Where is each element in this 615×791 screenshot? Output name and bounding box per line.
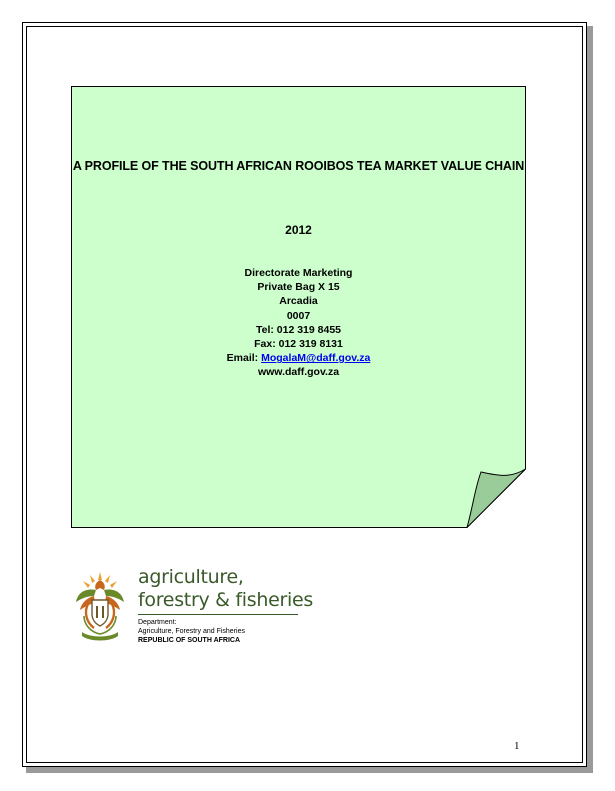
logo-divider <box>138 614 298 615</box>
contact-email-link[interactable]: MogalaM@daff.gov.za <box>261 352 371 365</box>
department-subtitle <box>138 618 245 645</box>
department-label: Department: <box>138 619 177 626</box>
contact-address: Private Bag X 15 <box>257 281 340 294</box>
department-name-line2: forestry & fisheries <box>138 589 313 611</box>
contact-block <box>71 266 526 380</box>
contact-email-row <box>71 351 526 365</box>
contact-tel: Tel: 012 319 8455 <box>255 323 342 336</box>
department-name-line1: agriculture, <box>138 566 244 588</box>
contact-email-label: Email: <box>226 352 262 365</box>
contact-fax: Fax: 012 319 8131 <box>254 338 343 351</box>
contact-postcode: 0007 <box>286 309 311 322</box>
page-number: 1 <box>514 740 520 752</box>
cover-box <box>71 86 526 528</box>
contact-directorate: Directorate Marketing <box>244 267 353 279</box>
document-title: A PROFILE OF THE SOUTH AFRICAN ROOIBOS TEA MARKET VALUE CHAIN <box>72 159 525 173</box>
coat-of-arms-icon <box>72 570 128 642</box>
department-name <box>138 566 313 612</box>
department-full-name: Agriculture, Forestry and Fisheries <box>138 628 245 635</box>
department-logo <box>72 566 313 655</box>
contact-website: www.daff.gov.za <box>257 366 340 379</box>
contact-city: Arcadia <box>279 295 318 308</box>
country-name: REPUBLIC OF SOUTH AFRICA <box>138 637 241 644</box>
document-year: 2012 <box>285 223 312 237</box>
